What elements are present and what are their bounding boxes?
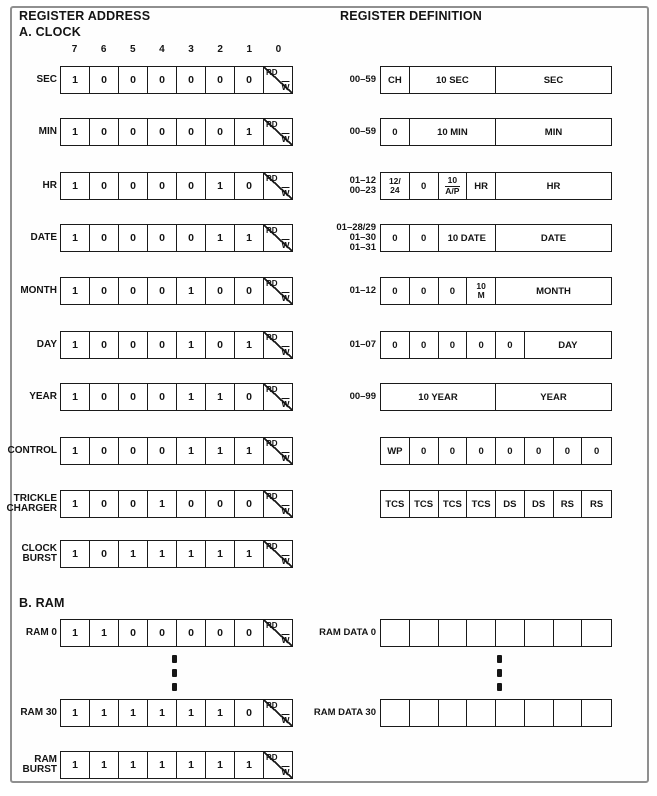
address-bit-cell: 1 bbox=[177, 438, 206, 464]
address-bit-cell: 1 bbox=[177, 700, 206, 726]
address-bit-cell: 0 bbox=[206, 332, 235, 358]
definition-field-cell: 10 SEC bbox=[410, 67, 496, 93]
definition-field-cell: 0 bbox=[525, 438, 554, 464]
address-row-ram-30 bbox=[60, 699, 293, 727]
register-definition-title: REGISTER DEFINITION bbox=[340, 9, 483, 23]
address-bit-cell: 0 bbox=[177, 491, 206, 517]
definition-row-trickle-charger bbox=[380, 490, 612, 518]
definition-field-cell: SEC bbox=[543, 74, 564, 86]
definition-field-cell bbox=[467, 278, 496, 304]
address-bit-cell: 1 bbox=[61, 384, 90, 410]
bit-number-label: 5 bbox=[130, 44, 136, 55]
definition-field-cell bbox=[496, 620, 525, 646]
address-bit-cell: 0 bbox=[148, 438, 177, 464]
read-write-cell bbox=[264, 438, 292, 464]
bit-number-label: 4 bbox=[159, 44, 165, 55]
definition-field-cell bbox=[381, 173, 410, 199]
definition-range-line: 00–99 bbox=[349, 391, 376, 402]
definition-field-cell: 0 bbox=[439, 278, 468, 304]
address-bit-cell: 1 bbox=[61, 119, 90, 145]
bit-number-label: 6 bbox=[100, 44, 107, 55]
address-bit-cell: 0 bbox=[119, 620, 148, 646]
address-bit-cell: 0 bbox=[206, 491, 235, 517]
register-label-control bbox=[4, 437, 57, 465]
address-row-control bbox=[60, 437, 293, 465]
read-write-cell bbox=[264, 752, 292, 778]
register-label-line: CONTROL bbox=[7, 444, 57, 456]
address-bit-cell: 1 bbox=[235, 438, 264, 464]
definition-field-cell: 0 bbox=[496, 438, 525, 464]
definition-field-cell bbox=[525, 620, 554, 646]
address-bit-cell: 1 bbox=[177, 752, 206, 778]
address-bit-cell: 0 bbox=[148, 384, 177, 410]
address-bit-cell: 1 bbox=[61, 278, 90, 304]
address-bit-cell: 0 bbox=[235, 278, 264, 304]
bit-number-label: 3 bbox=[188, 44, 194, 55]
read-write-cell bbox=[264, 67, 292, 93]
definition-range-month bbox=[296, 277, 376, 305]
read-label: RD bbox=[266, 120, 278, 129]
register-label-trickle-charger bbox=[4, 490, 57, 518]
register-label-line: DATE bbox=[30, 231, 57, 243]
read-label: RD bbox=[266, 68, 278, 77]
address-bit-cell: 1 bbox=[61, 491, 90, 517]
register-label-day bbox=[4, 331, 57, 359]
address-bit-cell: 1 bbox=[177, 384, 206, 410]
definition-field-cell: 0 bbox=[467, 332, 496, 358]
definition-row-hr bbox=[380, 172, 612, 200]
stacked-field-line: 24 bbox=[390, 185, 400, 195]
address-bit-cell: 1 bbox=[61, 67, 90, 93]
address-bit-cell: 1 bbox=[235, 332, 264, 358]
read-label: RD bbox=[266, 621, 278, 630]
register-label-line: SEC bbox=[36, 73, 57, 85]
address-bit-cell: 1 bbox=[61, 332, 90, 358]
definition-field-cell: MIN bbox=[544, 126, 563, 138]
definition-range-ram-30 bbox=[296, 699, 376, 727]
definition-field-cell: 10 YEAR bbox=[381, 384, 496, 410]
address-bit-cell: 0 bbox=[148, 225, 177, 251]
register-label-line: DAY bbox=[36, 338, 57, 350]
address-bit-cell: 0 bbox=[119, 173, 148, 199]
write-not-label: $\overline{W}$ bbox=[281, 347, 290, 357]
definition-field-cell: DAY bbox=[558, 339, 578, 351]
definition-field-cell: 10 MIN bbox=[410, 119, 496, 145]
address-bit-cell: 0 bbox=[148, 119, 177, 145]
definition-field-cell: YEAR bbox=[540, 391, 567, 403]
read-label: RD bbox=[266, 279, 278, 288]
address-bit-cell: 0 bbox=[206, 620, 235, 646]
definition-field-cell: RS bbox=[554, 491, 583, 517]
address-row-date bbox=[60, 224, 293, 252]
definition-field-cell: 0 bbox=[593, 445, 600, 457]
definition-field-cell bbox=[554, 620, 583, 646]
address-bit-cell: 1 bbox=[119, 541, 148, 567]
write-not-label: $\overline{W}$ bbox=[281, 453, 290, 463]
stacked-field-line: 12/ bbox=[388, 176, 401, 186]
address-bit-cell: 1 bbox=[206, 384, 235, 410]
address-bit-cell: 1 bbox=[206, 225, 235, 251]
read-write-cell bbox=[264, 620, 292, 646]
stacked-field-line: M bbox=[477, 290, 485, 300]
ram-continuation-ellipsis-left bbox=[172, 655, 177, 691]
address-bit-cell: 1 bbox=[61, 700, 90, 726]
register-label-line: RAM 0 bbox=[25, 626, 57, 638]
read-label: RD bbox=[266, 542, 278, 551]
definition-field-cell bbox=[525, 700, 554, 726]
address-bit-cell: 0 bbox=[235, 384, 264, 410]
definition-field-cell bbox=[381, 620, 410, 646]
register-label-ram-burst bbox=[4, 751, 57, 779]
definition-field-cell: HR bbox=[546, 180, 561, 192]
definition-field-cell: 0 bbox=[381, 225, 410, 251]
address-bit-cell: 1 bbox=[119, 752, 148, 778]
definition-field-cell bbox=[439, 700, 468, 726]
definition-range-line: 01–30 bbox=[349, 232, 376, 243]
read-label: RD bbox=[266, 385, 278, 394]
definition-range-line: 01–12 bbox=[349, 285, 376, 296]
stacked-field-text bbox=[476, 282, 485, 300]
stacked-field-line: 10 bbox=[445, 176, 460, 187]
address-bit-cell: 0 bbox=[119, 384, 148, 410]
address-bit-cell: 0 bbox=[90, 384, 119, 410]
definition-range-line: 01–12 bbox=[349, 175, 376, 186]
definition-row-control bbox=[380, 437, 612, 465]
address-bit-cell: 1 bbox=[206, 173, 235, 199]
register-label-line: MONTH bbox=[20, 284, 57, 296]
write-not-label: $\overline{W}$ bbox=[281, 82, 290, 92]
write-not-label: $\overline{W}$ bbox=[281, 188, 290, 198]
address-bit-cell: 1 bbox=[61, 438, 90, 464]
definition-range-hr bbox=[296, 172, 376, 200]
address-bit-cell: 0 bbox=[90, 225, 119, 251]
address-bit-cell: 0 bbox=[90, 541, 119, 567]
register-label-ram-30 bbox=[4, 699, 57, 727]
definition-field-cell: 0 bbox=[381, 332, 410, 358]
address-bit-cell: 1 bbox=[177, 278, 206, 304]
register-address-title: REGISTER ADDRESS bbox=[19, 9, 151, 23]
read-label: RD bbox=[266, 492, 278, 501]
definition-field-cell: TCS bbox=[467, 491, 496, 517]
ram-continuation-ellipsis-right bbox=[497, 655, 502, 691]
address-bit-cell: 1 bbox=[90, 620, 119, 646]
register-label-line: TRICKLE bbox=[13, 492, 57, 504]
definition-field-cell: HR bbox=[467, 173, 496, 199]
read-write-cell bbox=[264, 332, 292, 358]
definition-range-line: RAM DATA 0 bbox=[319, 627, 376, 638]
address-bit-cell: 0 bbox=[206, 278, 235, 304]
read-write-cell bbox=[264, 278, 292, 304]
address-bit-cell: 0 bbox=[148, 173, 177, 199]
address-bit-cell: 1 bbox=[61, 541, 90, 567]
register-label-line: YEAR bbox=[29, 390, 57, 402]
write-not-label: $\overline{W}$ bbox=[281, 506, 290, 516]
address-bit-cell: 0 bbox=[119, 67, 148, 93]
address-bit-cell: 0 bbox=[148, 332, 177, 358]
write-not-label: $\overline{W}$ bbox=[281, 240, 290, 250]
address-bit-cell: 1 bbox=[235, 225, 264, 251]
address-row-year bbox=[60, 383, 293, 411]
register-label-line: CHARGER bbox=[6, 503, 57, 514]
address-bit-cell: 0 bbox=[119, 438, 148, 464]
definition-field-cell: 0 bbox=[410, 438, 439, 464]
definition-field-cell bbox=[439, 173, 468, 199]
definition-field-cell: TCS bbox=[381, 491, 410, 517]
address-bit-cell: 1 bbox=[90, 752, 119, 778]
definition-row-year bbox=[380, 383, 612, 411]
address-bit-cell: 0 bbox=[177, 225, 206, 251]
address-bit-cell: 0 bbox=[235, 173, 264, 199]
read-label: RD bbox=[266, 226, 278, 235]
definition-range-day bbox=[296, 331, 376, 359]
definition-range-min bbox=[296, 118, 376, 146]
definition-range-year bbox=[296, 383, 376, 411]
definition-field-cell bbox=[439, 620, 468, 646]
definition-range-sec bbox=[296, 66, 376, 94]
address-row-hr bbox=[60, 172, 293, 200]
read-write-cell bbox=[264, 700, 292, 726]
read-write-cell bbox=[264, 491, 292, 517]
definition-row-ram-0 bbox=[380, 619, 612, 647]
definition-field-cell: 0 bbox=[410, 225, 439, 251]
definition-field-cell: TCS bbox=[439, 491, 468, 517]
write-not-label: $\overline{W}$ bbox=[281, 767, 290, 777]
address-bit-cell: 0 bbox=[90, 67, 119, 93]
definition-field-cell: 0 bbox=[554, 438, 583, 464]
definition-field-cell: RS bbox=[590, 498, 604, 510]
definition-field-cell bbox=[467, 700, 496, 726]
definition-field-cell: 0 bbox=[410, 173, 439, 199]
address-bit-cell: 1 bbox=[235, 119, 264, 145]
definition-field-cell bbox=[582, 700, 611, 726]
address-bit-cell: 1 bbox=[148, 700, 177, 726]
register-label-line: HR bbox=[42, 179, 57, 191]
definition-field-cell: 0 bbox=[381, 119, 410, 145]
address-bit-cell: 0 bbox=[148, 620, 177, 646]
read-write-cell bbox=[264, 384, 292, 410]
address-bit-cell: 1 bbox=[206, 438, 235, 464]
write-not-label: $\overline{W}$ bbox=[281, 134, 290, 144]
address-bit-cell: 0 bbox=[119, 225, 148, 251]
address-bit-cell: 0 bbox=[177, 173, 206, 199]
address-row-ram-burst bbox=[60, 751, 293, 779]
address-bit-cell: 1 bbox=[90, 700, 119, 726]
stacked-field-line: A/P bbox=[445, 186, 460, 196]
definition-range-line: 00–23 bbox=[349, 185, 376, 196]
definition-field-cell: DATE bbox=[540, 232, 567, 244]
definition-row-month bbox=[380, 277, 612, 305]
stacked-field-line: 10 bbox=[476, 281, 486, 291]
address-bit-cell: 1 bbox=[177, 541, 206, 567]
definition-field-cell: DS bbox=[496, 491, 525, 517]
definition-field-cell bbox=[554, 700, 583, 726]
address-bit-cell: 1 bbox=[235, 541, 264, 567]
read-label: RD bbox=[266, 333, 278, 342]
address-bit-cell: 0 bbox=[90, 119, 119, 145]
address-bit-cell: 0 bbox=[119, 119, 148, 145]
definition-row-sec bbox=[380, 66, 612, 94]
address-bit-cell: 1 bbox=[177, 332, 206, 358]
address-bit-cell: 1 bbox=[61, 620, 90, 646]
read-write-cell bbox=[264, 541, 292, 567]
register-label-line: BURST bbox=[22, 764, 57, 775]
read-label: RD bbox=[266, 439, 278, 448]
definition-field-cell bbox=[467, 620, 496, 646]
definition-field-cell bbox=[582, 620, 611, 646]
bit-number-label: 1 bbox=[246, 44, 253, 55]
definition-field-cell bbox=[410, 620, 439, 646]
register-label-line: RAM 30 bbox=[20, 706, 57, 718]
definition-range-ram-0 bbox=[296, 619, 376, 647]
address-bit-cell: 0 bbox=[90, 278, 119, 304]
address-bit-cell: 1 bbox=[119, 700, 148, 726]
register-label-min bbox=[4, 118, 57, 146]
definition-field-cell bbox=[381, 700, 410, 726]
address-bit-cell: 0 bbox=[235, 67, 264, 93]
address-bit-cell: 1 bbox=[206, 752, 235, 778]
definition-field-cell: 0 bbox=[410, 278, 439, 304]
definition-range-line: 00–59 bbox=[349, 74, 376, 85]
definition-row-date bbox=[380, 224, 612, 252]
address-bit-cell: 0 bbox=[177, 67, 206, 93]
definition-field-cell: 0 bbox=[439, 332, 468, 358]
address-bit-cell: 0 bbox=[119, 491, 148, 517]
section-a-clock-heading: A. CLOCK bbox=[19, 25, 82, 39]
address-bit-cell: 1 bbox=[61, 752, 90, 778]
register-label-hr bbox=[4, 172, 57, 200]
register-label-clock-burst bbox=[4, 540, 57, 568]
register-label-year bbox=[4, 383, 57, 411]
bit-number-label: 7 bbox=[71, 44, 78, 55]
address-bit-cell: 1 bbox=[61, 225, 90, 251]
register-label-line: BURST bbox=[22, 553, 57, 564]
register-label-line: CLOCK bbox=[21, 542, 57, 554]
address-row-month bbox=[60, 277, 293, 305]
address-row-ram-0 bbox=[60, 619, 293, 647]
definition-field-cell: 0 bbox=[381, 278, 410, 304]
address-row-min bbox=[60, 118, 293, 146]
register-label-line: RAM bbox=[34, 753, 57, 765]
register-label-sec bbox=[4, 66, 57, 94]
definition-range-line: RAM DATA 30 bbox=[313, 707, 376, 718]
definition-range-line: 01–31 bbox=[349, 242, 376, 253]
read-label: RD bbox=[266, 753, 278, 762]
definition-field-cell: 0 bbox=[467, 438, 496, 464]
definition-field-cell: CH bbox=[381, 67, 410, 93]
read-write-cell bbox=[264, 119, 292, 145]
definition-field-cell: DS bbox=[525, 491, 554, 517]
address-bit-cell: 1 bbox=[235, 752, 264, 778]
bit-number-label: 0 bbox=[275, 44, 282, 55]
address-bit-cell: 0 bbox=[235, 700, 264, 726]
definition-field-cell: MONTH bbox=[536, 285, 571, 297]
definition-range-line: 01–07 bbox=[349, 339, 376, 350]
address-bit-cell: 0 bbox=[235, 491, 264, 517]
write-not-label: $\overline{W}$ bbox=[281, 399, 290, 409]
address-bit-cell: 1 bbox=[206, 700, 235, 726]
address-row-clock-burst bbox=[60, 540, 293, 568]
write-not-label: $\overline{W}$ bbox=[281, 556, 290, 566]
address-bit-cell: 1 bbox=[148, 491, 177, 517]
address-bit-cell: 1 bbox=[61, 173, 90, 199]
address-row-sec bbox=[60, 66, 293, 94]
address-bit-cell: 0 bbox=[206, 119, 235, 145]
address-bit-cell: 0 bbox=[90, 332, 119, 358]
address-bit-cell: 0 bbox=[177, 620, 206, 646]
address-bit-cell: 1 bbox=[206, 541, 235, 567]
register-label-line: MIN bbox=[38, 125, 57, 137]
address-bit-cell: 0 bbox=[90, 173, 119, 199]
read-label: RD bbox=[266, 174, 278, 183]
register-label-month bbox=[4, 277, 57, 305]
definition-field-cell: 0 bbox=[410, 332, 439, 358]
definition-field-cell bbox=[496, 700, 525, 726]
address-bit-cell: 0 bbox=[119, 332, 148, 358]
definition-range-date bbox=[296, 224, 376, 252]
bit-number-label: 2 bbox=[217, 44, 223, 55]
address-row-day bbox=[60, 331, 293, 359]
address-bit-cell: 0 bbox=[206, 67, 235, 93]
definition-field-cell: 10 DATE bbox=[439, 225, 497, 251]
address-bit-cell: 0 bbox=[90, 438, 119, 464]
write-not-label: $\overline{W}$ bbox=[281, 715, 290, 725]
write-not-label: $\overline{W}$ bbox=[281, 293, 290, 303]
definition-range-line: 00–59 bbox=[349, 126, 376, 137]
address-bit-cell: 0 bbox=[148, 278, 177, 304]
address-bit-cell: 0 bbox=[119, 278, 148, 304]
definition-row-day bbox=[380, 331, 612, 359]
definition-row-ram-30 bbox=[380, 699, 612, 727]
register-label-date bbox=[4, 224, 57, 252]
definition-row-min bbox=[380, 118, 612, 146]
address-bit-cell: 0 bbox=[148, 67, 177, 93]
address-bit-cell: 1 bbox=[148, 541, 177, 567]
address-bit-cell: 1 bbox=[148, 752, 177, 778]
definition-field-cell: 0 bbox=[439, 438, 468, 464]
address-bit-cell: 0 bbox=[90, 491, 119, 517]
stacked-field-text bbox=[389, 177, 401, 195]
definition-field-cell bbox=[410, 700, 439, 726]
bit-number-header bbox=[60, 44, 293, 58]
address-bit-cell: 0 bbox=[235, 620, 264, 646]
section-b-ram-heading: B. RAM bbox=[19, 596, 65, 610]
read-write-cell bbox=[264, 225, 292, 251]
read-write-cell bbox=[264, 173, 292, 199]
address-bit-cell: 0 bbox=[177, 119, 206, 145]
read-label: RD bbox=[266, 701, 278, 710]
stacked-field-text bbox=[445, 176, 460, 196]
definition-range-line: 01–28/29 bbox=[336, 222, 376, 233]
definition-field-cell: 0 bbox=[496, 332, 525, 358]
address-row-trickle-charger bbox=[60, 490, 293, 518]
definition-field-cell: WP bbox=[381, 438, 410, 464]
write-not-label: $\overline{W}$ bbox=[281, 635, 290, 645]
definition-field-cell: TCS bbox=[410, 491, 439, 517]
register-label-ram-0 bbox=[4, 619, 57, 647]
